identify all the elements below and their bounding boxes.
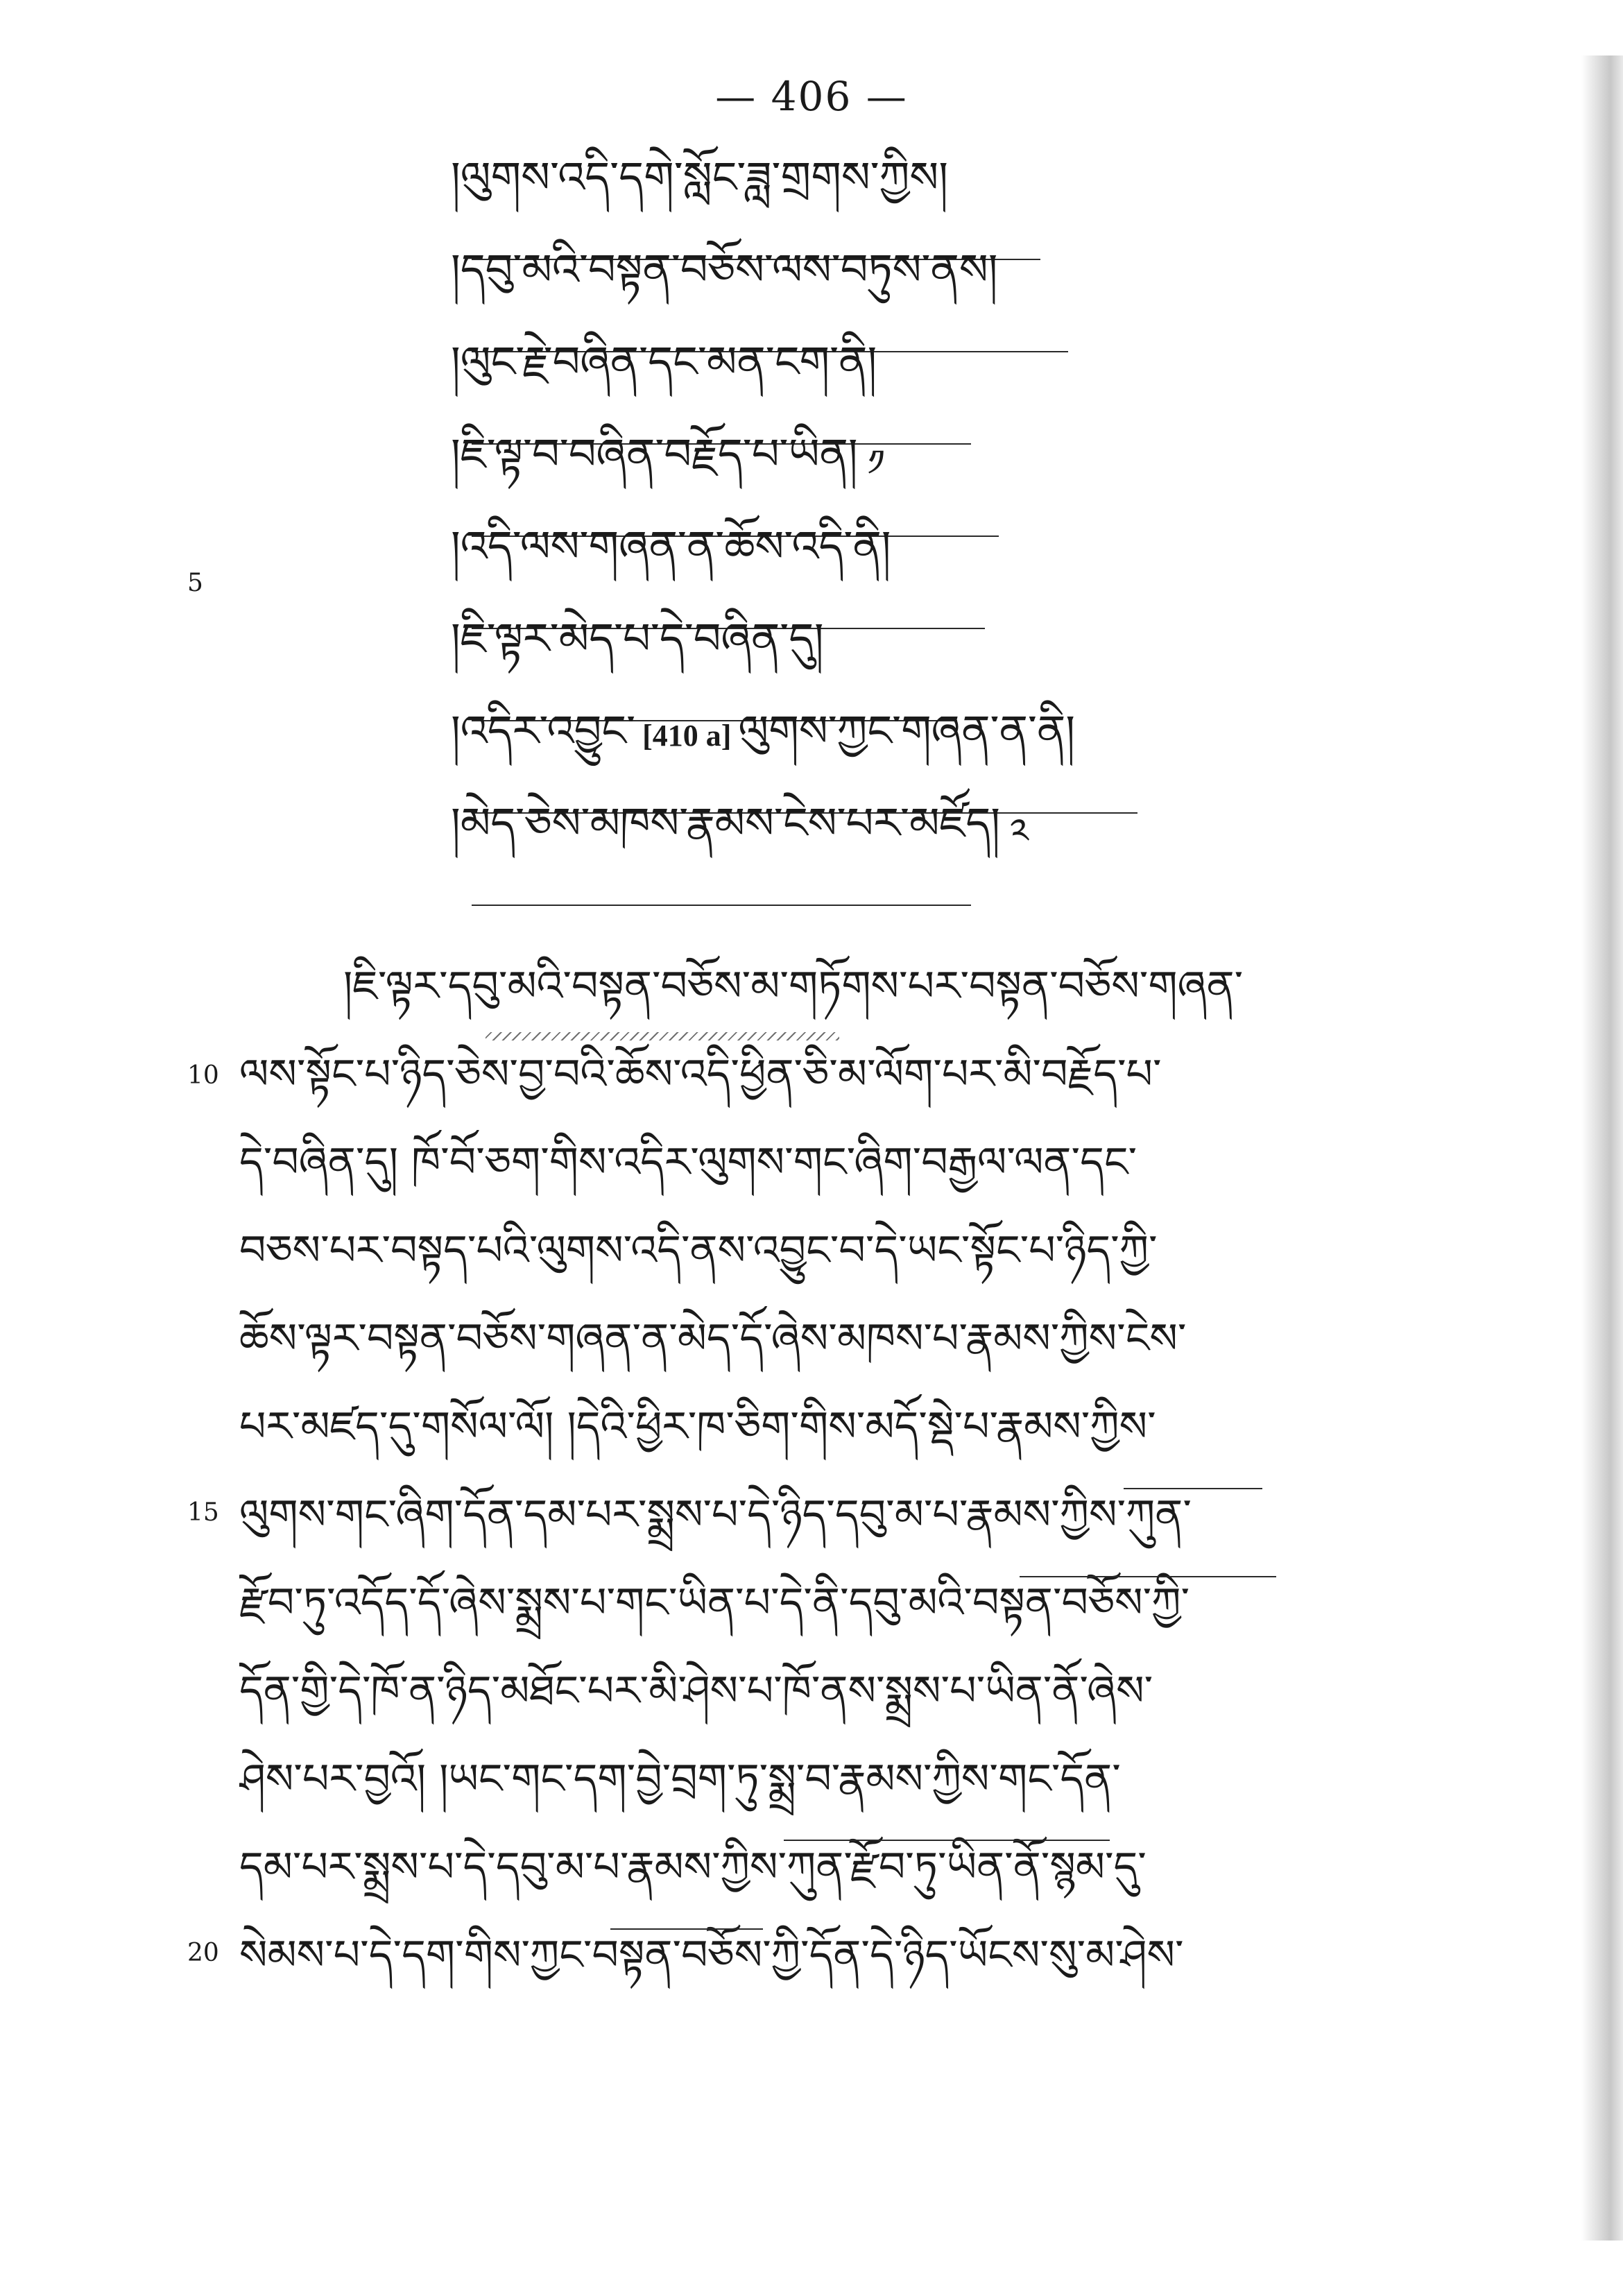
verse-line [451, 798, 1214, 911]
prose-line: ཆོས་ལྟར་བསྟན་བཅོས་གཞན་ན་མེད་དོ་ཞེས་མཁས་པ་རྣམས་ཀྱིས་ངེས་ [239, 1314, 1187, 1363]
underline-mark [610, 1928, 763, 1930]
prose-commentary [239, 954, 1488, 2011]
verse-text: །ལུང་རྗེ་བཞིན་དང་མན་ངག་ནི། [451, 336, 877, 387]
wavy-underline-mark [486, 1032, 839, 1040]
scan-edge-shadow [1581, 55, 1623, 2241]
line-number: 5 [187, 569, 203, 597]
line-number: 10 [187, 1061, 219, 1090]
prose-line: ལུགས་གང་ཞིག་དོན་དམ་པར་སྨྲས་པ་དེ་ཉིད་དབུ་མ་པ་རྣམས་ཀྱིས་ཀུན་ [239, 1491, 1192, 1539]
prose-line: དེ་བཞིན་དུ། ཁོ་བོ་ཅག་གིས་འདིར་ལུགས་གང་ཞིག་བརྒྱལ་ལན་དང་ [239, 1138, 1137, 1187]
line-number: 20 [187, 1939, 219, 1967]
line-number: 15 [187, 1498, 219, 1527]
verse-text-part: །འདིར་འབྱུང་ [451, 705, 636, 756]
verse-block [451, 152, 1214, 911]
page-number: — 406 — [715, 73, 908, 120]
verse-text: །མེད་ཅེས་མཁས་རྣམས་ངེས་པར་མཛོད། [451, 798, 1000, 848]
verse-rule [472, 905, 971, 906]
underline-mark [1020, 1576, 1276, 1577]
prose-line: ཤེས་པར་བྱའོ། །ཡང་གང་དག་བྱེ་བྲག་ཏུ་སྨྲ་བ་རྣམས་ཀྱིས་གང་དོན་ [239, 1755, 1121, 1804]
prose-line: །ཇི་ལྟར་དབུ་མའི་བསྟན་བཅོས་མ་གཏོགས་པར་བསྟན་བཅོས་གཞན་ [343, 962, 1244, 1011]
verse-text: །ཇི་ལྟར་མེད་པ་དེ་བཞིན་དུ། [451, 613, 824, 664]
folio-marker: [410 a] [642, 719, 732, 753]
prose-line: པར་མཛད་དུ་གསོལ་ལོ། །དེའི་ཕྱིར་ཁ་ཅིག་གིས་མདོ་སྡེ་པ་རྣམས་ཀྱིས་ [239, 1403, 1156, 1451]
verse-text: །དབུ་མའི་བསྟན་བཅོས་ལས་བཏུས་ནས། [451, 244, 998, 295]
prose-line: དོན་གྱི་དེ་ཁོ་ན་ཉིད་མཐོང་པར་མི་ཤེས་པ་ཁོ་ནས་སྨྲས་པ་ཡིན་ནོ་ཞེས་ [239, 1667, 1153, 1715]
prose-line: དམ་པར་སྨྲས་པ་དེ་དབུ་མ་པ་རྣམས་ཀྱིས་ཀུན་རྫོབ་ཏུ་ཡིན་ནོ་སྙམ་དུ་ [239, 1843, 1147, 1892]
verse-number: ༡ [867, 443, 885, 484]
verse-text-part: ལུགས་ཀྱང་གཞན་ན་ནི། [738, 705, 1076, 756]
underline-mark [784, 1840, 1110, 1841]
verse-number: ༢ [1010, 812, 1029, 853]
verse-text: །ཇི་ལྟ་བ་བཞིན་བརྗོད་པ་ཡིན། [451, 429, 858, 479]
prose-line: ལས་སྟོང་པ་ཉིད་ཅེས་བྱ་བའི་ཆོས་འདི་ཕྱིན་ཅི་མ་ལོག་པར་མི་བརྗོད་པ་ [239, 1050, 1162, 1099]
prose-line: སེམས་པ་དེ་དག་གིས་ཀྱང་བསྟན་བཅོས་ཀྱི་དོན་དེ་ཉིད་ཡོངས་སུ་མ་ཤེས་ [239, 1931, 1184, 1980]
prose-line: བཅས་པར་བསྟད་པའི་ལུགས་འདི་ནས་འབྱུང་བ་དེ་ཡང་སྟོང་པ་ཉིད་ཀྱི་ [239, 1226, 1158, 1275]
verse-text: །འདི་ལས་གཞན་ན་ཆོས་འདི་ནི། [451, 521, 891, 572]
prose-line: རྫོབ་ཏུ་འདོད་དོ་ཞེས་སྨྲས་པ་གང་ཡིན་པ་དེ་ནི་དབུ་མའི་བསྟན་བཅོས་ཀྱི་ [239, 1579, 1190, 1627]
verse-text: །ལུགས་འདི་དགེ་སློང་ཟླ་གྲགས་ཀྱིས། [451, 152, 948, 203]
underline-mark [1124, 1488, 1262, 1489]
